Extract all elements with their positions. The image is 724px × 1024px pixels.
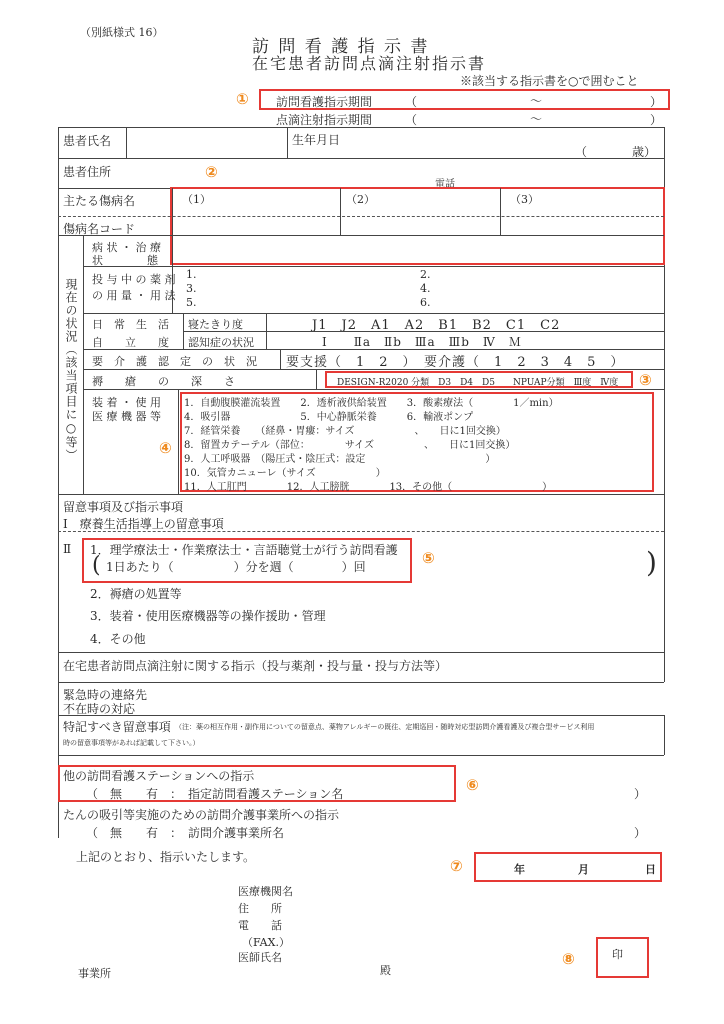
bedridden-values: J1 J2 A1 A2 B1 B2 C1 C2 — [312, 318, 561, 333]
instructions-section-1: Ⅰ 療養生活指導上の留意事項 — [63, 517, 224, 531]
device-line-7: 11．人工肛門 12．人工膀胱 13．その他（ ） — [184, 482, 553, 493]
institution-address-label: 住 所 — [238, 902, 282, 915]
date-year: 年 — [514, 863, 525, 876]
title-main: 訪 問 看 護 指 示 書 — [252, 37, 430, 57]
diagnosis-code-label: 傷病名コード — [63, 222, 136, 236]
adl-label-1: 日 常 生 活 — [92, 318, 169, 331]
iv-period-open: （ — [405, 113, 418, 127]
marker-6: ⑥ — [466, 776, 479, 794]
device-line-2: 4．吸引器 5．中心静脈栄養 6．輸液ポンプ — [184, 412, 474, 423]
iv-instruction-label: 在宅患者訪問点滴注射に関する指示（投与薬剤・投与量・投与方法等） — [63, 659, 448, 673]
marker-1: ① — [236, 90, 249, 108]
special-notes-note-2: 時の留意事項等があれば記載して下さい。） — [63, 739, 200, 747]
marker-5: ⑤ — [422, 549, 435, 567]
med-5: 5. — [186, 296, 197, 309]
marker-2: ② — [205, 163, 218, 181]
patient-name-label: 患者氏名 — [63, 134, 112, 148]
condition-label-1: 病 状 ・ 治 療 — [92, 241, 161, 254]
med-4: 4. — [420, 282, 431, 295]
institution-label: 医療機関名 — [238, 885, 293, 898]
device-line-4: 8．留置カテーテル（部位： サイズ 、 日に1回交換） — [184, 440, 516, 451]
pressure-care-item: 2．褥瘡の処置等 — [90, 587, 182, 601]
diagnosis-label: 主たる傷病名 — [63, 194, 136, 208]
seal-mark: 印 — [612, 948, 623, 961]
age-open: （ — [575, 145, 588, 159]
care-level-values: 要支援（ 1 2 ） 要介護（ 1 2 3 4 5 ） — [286, 355, 625, 370]
med-6: 6. — [420, 296, 431, 309]
marker-8: ⑧ — [562, 950, 575, 968]
special-notes-label: 特記すべき留意事項 — [63, 720, 171, 734]
adl-label-2: 自 立 度 — [92, 336, 169, 349]
rehab-frequency: 1日あたり（ ）分を週（ ）回 — [106, 560, 366, 574]
care-level-label: 要 介 護 認 定 の 状 況 — [92, 355, 257, 368]
age-suffix: 歳） — [632, 145, 657, 159]
rehab-brace-left: ( — [92, 553, 101, 578]
dob-label: 生年月日 — [292, 133, 341, 147]
form-number: （別紙様式 16） — [80, 26, 164, 39]
iv-period-tilde: ～ — [530, 112, 543, 126]
statement: 上記のとおり、指示いたします。 — [76, 850, 256, 864]
visit-period-tilde: ～ — [530, 94, 543, 108]
condition-label-2: 状 態 — [92, 254, 158, 267]
device-line-1: 1．自動腹膜灌流装置 2．透析液供給装置 3．酸素療法（ 1／min） — [184, 398, 559, 409]
special-notes-note: （注：薬の相互作用・副作用についての留意点、薬物アレルギーの既往、定期巡回・随時対応型訪問介護看護及び複合型サービス利用 — [175, 723, 595, 731]
date-day: 日 — [645, 863, 656, 876]
phone-label: 電話 — [435, 179, 455, 190]
absence-response-label: 不在時の対応 — [63, 702, 136, 716]
visit-period-close: ） — [650, 95, 663, 109]
devices-label-1: 装 着 ・ 使 用 — [92, 396, 161, 409]
other-station-close: ） — [634, 787, 647, 801]
devices-label-2: 医 療 機 器 等 — [92, 410, 161, 423]
instructions-section-2: Ⅱ — [63, 542, 72, 556]
suction-close: ） — [634, 826, 647, 840]
highlight-box-7 — [474, 852, 662, 882]
device-line-6: 10．気管カニューレ（サイズ ） — [184, 468, 386, 479]
marker-7: ⑦ — [450, 857, 463, 875]
other-item: 4．その他 — [90, 632, 146, 646]
dementia-values: Ⅰ Ⅱa Ⅱb Ⅲa Ⅲb Ⅳ Ｍ — [322, 335, 522, 349]
visit-period-open: （ — [405, 95, 418, 109]
instruction-note: ※該当する指示書を○で囲むこと — [460, 74, 639, 88]
institution-fax-label: （FAX.） — [242, 936, 290, 949]
emergency-contact-label: 緊急時の連絡先 — [63, 688, 148, 702]
iv-period-close: ） — [650, 113, 663, 127]
med-2: 2. — [420, 268, 431, 281]
device-line-3: 7．経管栄養 （経鼻・胃瘻：サイズ 、 日に1回交換） — [184, 426, 506, 437]
device-line-5: 9．人工呼吸器 （陽圧式・陰圧式：設定 ） — [184, 454, 496, 465]
meds-label-1: 投 与 中 の 薬 剤 — [92, 273, 176, 286]
diagnosis-slot-1: （1） — [182, 193, 211, 206]
date-month: 月 — [578, 863, 589, 876]
med-1: 1. — [186, 268, 197, 281]
marker-3: ③ — [639, 371, 652, 389]
status-side-label: 現在の状況（該当項目に○等） — [64, 278, 78, 462]
dementia-label: 認知症の状況 — [188, 336, 254, 349]
instructions-title: 留意事項及び指示事項 — [63, 500, 184, 514]
honorific-dono: 殿 — [380, 964, 391, 977]
marker-4: ④ — [159, 439, 172, 457]
office-label: 事業所 — [78, 967, 111, 980]
device-support-item: 3．装着・使用医療機器等の操作援助・管理 — [90, 609, 326, 623]
rehab-brace-right: ) — [646, 546, 657, 579]
other-station-value: （ 無 有 ： 指定訪問看護ステーション名 — [86, 787, 344, 801]
suction-value: （ 無 有 ： 訪問介護事業所名 — [86, 826, 285, 840]
visit-period-label: 訪問看護指示期間 — [276, 95, 373, 109]
iv-period-label: 点滴注射指示期間 — [276, 113, 373, 127]
diagnosis-slot-2: （2） — [346, 193, 375, 206]
diagnosis-slot-3: （3） — [510, 193, 539, 206]
pressure-ulcer-values: DESIGN-R2020 分類 D3 D4 D5 NPUAP分類 Ⅲ度 Ⅳ度 — [337, 378, 619, 388]
title-sub: 在宅患者訪問点滴注射指示書 — [252, 54, 487, 73]
med-3: 3. — [186, 282, 197, 295]
suction-label: たんの吸引等実施のための訪問介護事業所への指示 — [63, 808, 340, 822]
bedridden-label: 寝たきり度 — [188, 318, 243, 331]
pressure-ulcer-label: 褥 瘡 の 深 さ — [92, 375, 235, 388]
institution-phone-label: 電 話 — [238, 919, 282, 932]
other-station-label: 他の訪問看護ステーションへの指示 — [63, 769, 255, 783]
highlight-box-2 — [170, 187, 665, 265]
meds-label-2: の 用 量 ・ 用 法 — [92, 289, 176, 302]
doctor-name-label: 医師氏名 — [238, 951, 282, 964]
rehab-item: 1．理学療法士・作業療法士・言語聴覚士が行う訪問看護 — [90, 543, 398, 557]
address-label: 患者住所 — [63, 165, 112, 179]
